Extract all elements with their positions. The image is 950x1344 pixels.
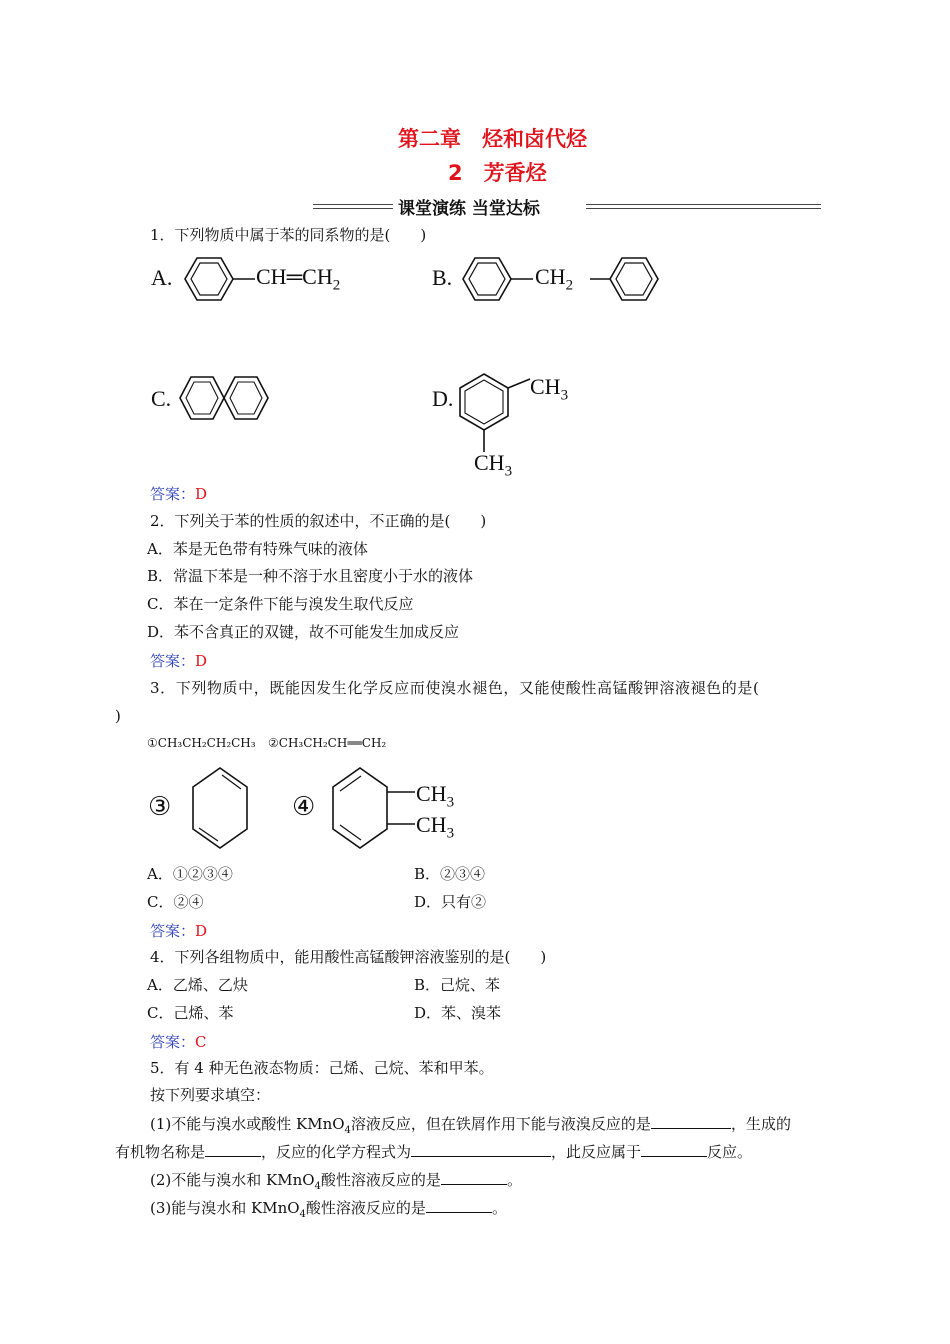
section-heading: 课堂演练 当堂达标: [394, 194, 544, 219]
q1-answer: 答案：D: [150, 485, 208, 503]
q5-blank-3[interactable]: [411, 1142, 551, 1157]
q2-stem: 2．下列关于苯的性质的叙述中，不正确的是( ): [150, 512, 487, 530]
q2-option-c: C．苯在一定条件下能与溴发生取代反应: [147, 595, 414, 613]
q4-option-c: C．己烯、苯: [147, 1004, 234, 1022]
q5-blank-2[interactable]: [205, 1142, 261, 1157]
q2-option-a: A．苯是无色带有特殊气味的液体: [147, 540, 368, 558]
double-bond: ═: [286, 264, 303, 289]
q3-item-4-methyl-top: $CH_3$: [416, 781, 455, 811]
lesson-title: 2 芳香烃: [448, 161, 547, 185]
q4-option-d: D．苯、溴苯: [414, 1004, 502, 1022]
q3-item-3-label: ③: [148, 792, 172, 822]
q5-blank-4[interactable]: [641, 1142, 707, 1157]
q5-requirement: 按下列要求填空：: [150, 1086, 271, 1104]
q1-option-d-letter: D.: [432, 386, 454, 411]
q4-option-b: B．己烷、苯: [414, 976, 501, 994]
q2-answer: 答案：D: [150, 652, 208, 670]
q3-option-b: B．②③④: [414, 865, 486, 883]
q5-blank-5[interactable]: [441, 1170, 507, 1185]
q3-item-3-cyclohexadiene-ring: [191, 766, 251, 852]
q1-option-c-letter: C.: [151, 386, 172, 411]
q3-item-2: ②CH₃CH₂CH══CH₂: [268, 736, 387, 750]
section-rule-right: [586, 204, 821, 209]
q3-item-4-methyl-bottom: $CH_3$: [416, 812, 455, 842]
q5-blank-1[interactable]: [651, 1114, 731, 1129]
q1-option-b-benzene-ring-right: [610, 256, 660, 302]
q1-option-a-letter: A.: [151, 265, 173, 290]
q5-part-1-line-1: (1)不能与溴水或酸性 KMnO$_4$溶液反应，但在铁屑作用下能与液溴反应的是 ，生成的: [150, 1115, 791, 1136]
q3-option-a: A．①②③④: [147, 865, 233, 883]
q3-item-1: ①CH₃CH₂CH₂CH₃: [147, 736, 256, 750]
q1-option-a-formula: $CH═CH_2$: [256, 264, 341, 294]
q1-option-d-methyl-bottom: $CH_3$: [474, 450, 513, 480]
q1-option-a-benzene-ring: [185, 256, 235, 302]
section-rule-left: [313, 204, 393, 209]
q1-stem: 1．下列物质中属于苯的同系物的是( ): [150, 226, 427, 244]
q5-blank-6[interactable]: [426, 1198, 492, 1213]
q5-part-1-line-2: 有机物名称是 ，反应的化学方程式为 ，此反应属于 反应。: [115, 1143, 753, 1161]
q1-option-b-formula: $CH_2$: [535, 264, 574, 294]
q3-stem: 3．下列物质中，既能因发生化学反应而使溴水褪色，又能使酸性高锰酸钾溶液褪色的是(: [150, 679, 760, 697]
q5-part-3: (3)能与溴水和 KMnO$_4$酸性溶液反应的是 。: [150, 1199, 507, 1220]
q1-option-d-meta-xylene: [460, 374, 530, 454]
q3-item-4-label: ④: [292, 792, 316, 822]
q1-option-c-naphthalene: [180, 374, 268, 424]
q1-option-d-methyl-top: $CH_3$: [530, 374, 569, 404]
q4-stem: 4．下列各组物质中，能用酸性高锰酸钾溶液鉴别的是( ): [150, 948, 547, 966]
q5-part-2: (2)不能与溴水和 KMnO$_4$酸性溶液反应的是 。: [150, 1171, 522, 1192]
q1-option-b-letter: B.: [432, 265, 453, 290]
q4-option-a: A．乙烯、乙炔: [147, 976, 248, 994]
q2-option-b: B．常温下苯是一种不溶于水且密度小于水的液体: [147, 567, 474, 585]
q3-option-c: C．②④: [147, 893, 204, 911]
chapter-title: 第二章 烃和卤代烃: [398, 127, 587, 151]
q1-option-b-benzene-ring-left: [463, 256, 513, 302]
q5-stem: 5．有 4 种无色液态物质：己烯、己烷、苯和甲苯。: [150, 1059, 494, 1077]
q2-option-d: D．苯不含真正的双键，故不可能发生加成反应: [147, 623, 460, 641]
q3-option-d: D．只有②: [414, 893, 487, 911]
q3-item-4-ring: [331, 766, 421, 852]
q3-answer: 答案：D: [150, 922, 208, 940]
q4-answer: 答案：C: [150, 1033, 207, 1051]
q3-stem-end: ): [115, 707, 121, 725]
